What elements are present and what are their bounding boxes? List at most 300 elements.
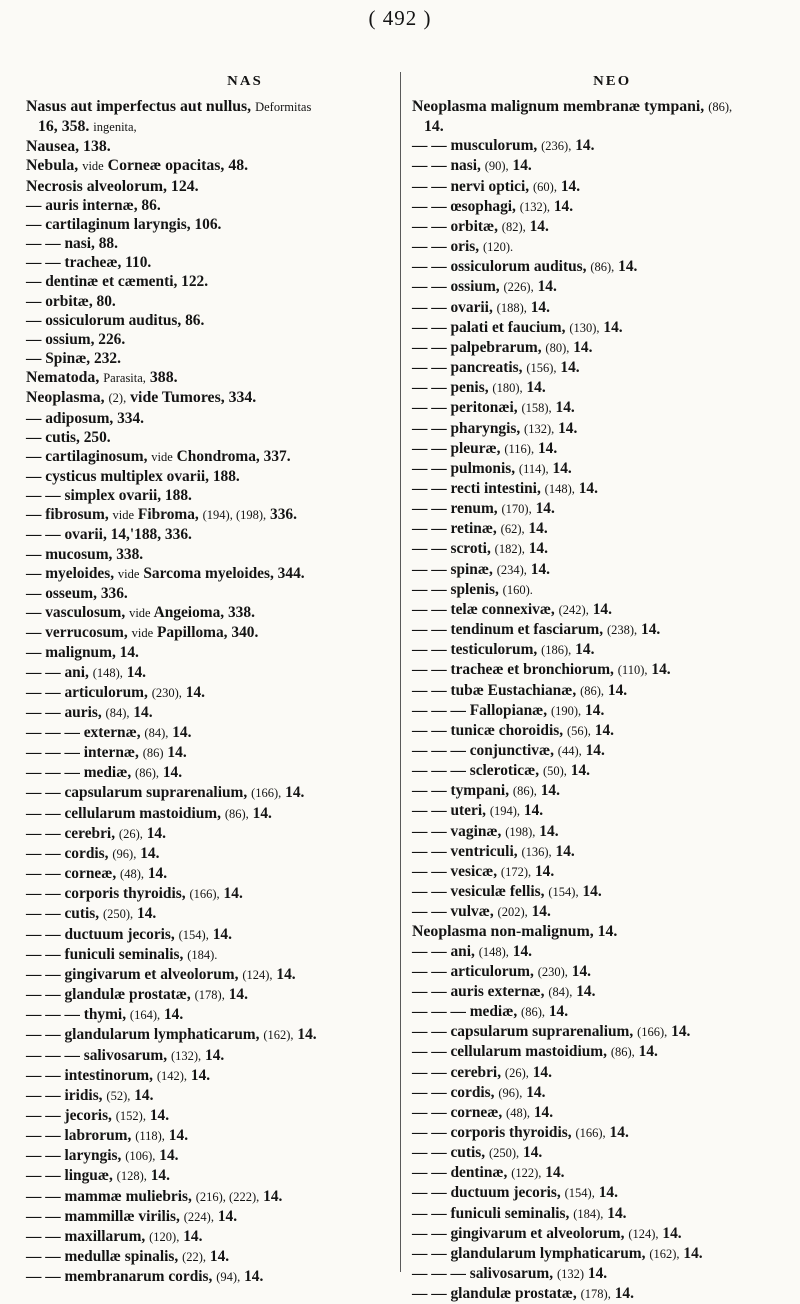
entry-reference: (62),	[500, 522, 525, 537]
index-entry	[412, 1264, 794, 1284]
entry-reference: (110),	[617, 663, 648, 678]
entry-reference: ingenita,	[93, 120, 137, 135]
entry-text: 14.	[585, 701, 605, 719]
entry-text: 14.	[641, 621, 661, 639]
index-entry	[26, 1227, 398, 1247]
entry-text: 14.	[555, 842, 575, 860]
index-entry	[412, 1063, 794, 1083]
index-entry	[412, 600, 794, 620]
index-entry	[26, 1025, 398, 1045]
entry-text: — Spinæ, 232.	[26, 350, 121, 368]
entry-text: 14.	[535, 500, 555, 518]
entry-text: 14.	[147, 865, 168, 883]
left-index-column	[26, 97, 398, 1287]
entry-text: — — corporis thyroidis,	[26, 885, 186, 903]
index-entry	[412, 1083, 794, 1103]
entry-text: — — nasi, 88.	[26, 235, 118, 253]
index-entry	[26, 864, 398, 884]
entry-text: 14.	[167, 744, 187, 762]
index-entry	[412, 378, 794, 398]
index-entry	[26, 1247, 398, 1267]
index-entry	[412, 862, 794, 882]
entry-text: — — iridis,	[26, 1086, 103, 1104]
left-running-header: NAS	[227, 74, 263, 89]
entry-text: 14.	[512, 942, 533, 960]
index-entry	[412, 902, 794, 922]
entry-text: — — ovarii, 14,'188, 336.	[26, 526, 192, 544]
entry-text: — — linguæ,	[26, 1167, 113, 1185]
index-entry	[412, 398, 794, 418]
entry-text: — — — internæ,	[26, 744, 139, 762]
entry-text: — — cordis,	[412, 1083, 495, 1101]
entry-text: — — cerebri,	[26, 824, 116, 842]
entry-text: Chondroma, 337.	[176, 447, 291, 465]
entry-text: 14.	[530, 560, 550, 578]
entry-text: 14.	[163, 1006, 184, 1024]
entry-reference: (48),	[120, 867, 144, 882]
index-entry	[26, 1066, 398, 1086]
entry-reference: (236),	[541, 139, 572, 154]
entry-text: 14.	[573, 338, 593, 356]
index-entry	[26, 253, 398, 272]
index-entry	[412, 1103, 794, 1123]
entry-text: 14.	[523, 1144, 543, 1162]
entry-reference: (44),	[557, 744, 582, 758]
entry-text: 14.	[662, 1224, 682, 1242]
index-entry	[412, 277, 794, 297]
entry-text: — — gingivarum et alveolorum,	[412, 1224, 625, 1242]
entry-text: — — glandulæ prostatæ,	[412, 1285, 577, 1303]
index-entry	[26, 643, 398, 662]
index-entry	[26, 409, 398, 428]
entry-reference: (166),	[251, 786, 282, 801]
entry-reference: (188),	[496, 300, 527, 315]
entry-reference: (128),	[116, 1169, 147, 1184]
entry-text: — — palati et faucium,	[412, 318, 566, 336]
entry-text: 14.	[159, 1147, 179, 1165]
entry-text: 14.	[531, 903, 551, 921]
entry-text: 388.	[149, 369, 178, 387]
index-entry	[26, 215, 398, 234]
entry-text: 14.	[609, 1123, 629, 1141]
entry-reference: (106),	[125, 1149, 156, 1164]
index-entry	[26, 783, 398, 803]
index-entry	[412, 1163, 794, 1183]
entry-reference: (198),	[505, 824, 536, 839]
entry-reference: (230),	[537, 964, 568, 979]
entry-text: — — — scleroticæ,	[412, 762, 540, 780]
entry-reference: (250),	[488, 1146, 520, 1161]
entry-text: — — dentinæ,	[412, 1164, 508, 1182]
entry-text: Fibroma,	[137, 506, 199, 524]
index-entry	[412, 1183, 794, 1203]
index-entry	[412, 842, 794, 862]
index-entry	[412, 1022, 794, 1042]
index-entry	[412, 479, 794, 499]
entry-text: — — — externæ,	[26, 724, 141, 741]
entry-text: Nasus aut imperfectus aut nullus,	[26, 98, 252, 115]
entry-reference: (82),	[501, 219, 526, 234]
index-entry	[26, 884, 398, 904]
index-entry	[26, 683, 398, 703]
entry-reference: (242),	[558, 602, 589, 617]
entry-text: — — funiculi seminalis,	[26, 945, 184, 963]
index-entry	[412, 1143, 794, 1163]
entry-text: 14.	[285, 784, 305, 802]
entry-text: — — tracheæ, 110.	[26, 254, 152, 272]
entry-text: — — oris,	[412, 238, 480, 256]
entry-reference: (178),	[194, 988, 225, 1003]
index-entry	[26, 925, 398, 945]
entry-reference: (120),	[149, 1229, 180, 1244]
entry-text: 14.	[528, 520, 548, 538]
page-number: ( 492 )	[368, 6, 432, 30]
index-entry	[412, 660, 794, 680]
entry-reference: (162),	[263, 1028, 294, 1043]
entry-text: 14.	[212, 925, 232, 943]
index-headword	[412, 922, 794, 941]
entry-text: 14.	[244, 1268, 264, 1286]
entry-text: — — capsularum suprarenalium,	[412, 1023, 634, 1041]
entry-text: — — pancreatis,	[412, 359, 523, 377]
entry-text: — — mammæ muliebris,	[26, 1187, 192, 1205]
entry-text: 14.	[137, 905, 157, 923]
entry-text: — osseum, 336.	[26, 584, 128, 602]
entry-text: — — ductuum jecoris,	[412, 1184, 561, 1202]
entry-text: 14.	[529, 217, 549, 235]
entry-reference: (84),	[105, 705, 130, 720]
entry-reference: (158),	[521, 401, 552, 416]
entry-reference: (154),	[178, 927, 209, 942]
entry-reference: (2),	[108, 391, 127, 406]
entry-text: 14.	[537, 439, 558, 457]
entry-reference: (120).	[482, 240, 514, 255]
entry-reference: (52),	[106, 1088, 131, 1103]
entry-reference: (164),	[129, 1008, 161, 1023]
entry-reference: (250),	[102, 907, 134, 922]
entry-reference: (86)	[142, 746, 164, 761]
entry-text: — — — thymi,	[26, 1006, 127, 1024]
entry-reference: (180),	[492, 381, 523, 396]
entry-text: 14.	[555, 399, 575, 417]
entry-text: — — articulorum,	[412, 962, 534, 980]
entry-text: Sarcoma myeloides, 344.	[143, 564, 305, 582]
entry-text: 14.	[140, 844, 160, 862]
entry-reference: (132),	[170, 1048, 202, 1063]
index-entry	[26, 1126, 398, 1146]
entry-text: — — ossium,	[412, 278, 500, 296]
index-entry	[412, 257, 794, 277]
entry-text: — — cutis,	[412, 1144, 486, 1162]
entry-reference: (124),	[628, 1226, 659, 1241]
entry-text: — — tracheæ et bronchiorum,	[412, 661, 614, 679]
index-entry	[412, 439, 794, 459]
entry-text: — — capsularum suprarenalium,	[26, 784, 248, 802]
entry-text: — — — salivosarum,	[412, 1265, 554, 1283]
entry-reference: Deformitas	[255, 100, 312, 114]
entry-text: — — pharyngis,	[412, 419, 521, 437]
index-entry	[26, 1046, 398, 1066]
index-entry	[412, 822, 794, 842]
entry-text: — mucosum, 338.	[26, 545, 144, 563]
index-entry	[412, 640, 794, 660]
entry-text: 14.	[671, 1023, 691, 1041]
entry-text: — — — mediæ,	[26, 764, 132, 782]
entry-text: — — — conjunctivæ,	[412, 742, 554, 759]
index-entry	[412, 1042, 794, 1062]
entry-text: 14.	[533, 1103, 554, 1121]
entry-text: — vasculosum,	[26, 604, 126, 622]
index-entry	[26, 1086, 398, 1106]
entry-text: — — uteri,	[412, 802, 486, 820]
entry-text: 14.	[575, 137, 595, 155]
entry-text: — — ovarii,	[412, 298, 493, 316]
entry-text: — — scroti,	[412, 540, 491, 558]
index-headword	[26, 117, 398, 137]
entry-text: — — cordis,	[26, 844, 109, 862]
entry-text: — — maxillarum,	[26, 1227, 146, 1245]
entry-reference: (86),	[708, 100, 733, 114]
entry-text: 14.	[560, 177, 581, 195]
index-entry	[412, 1284, 794, 1304]
entry-text: 14.	[587, 1265, 608, 1283]
entry-text: — — funiculi seminalis,	[412, 1204, 570, 1222]
entry-text: — cartilaginosum,	[26, 447, 148, 465]
index-entry	[412, 519, 794, 539]
entry-text: — — auris,	[26, 703, 102, 721]
entry-text: Neoplasma malignum membranæ tympani,	[412, 98, 705, 115]
entry-reference: (26),	[118, 826, 143, 841]
entry-text: — — musculorum,	[412, 137, 538, 155]
entry-text: 14.	[526, 1083, 546, 1101]
entry-text: — — — mediæ,	[412, 1003, 518, 1021]
entry-text: 14.	[526, 379, 546, 397]
entry-text: — — vesiculæ fellis,	[412, 883, 545, 901]
entry-reference: (86),	[224, 806, 249, 821]
index-entry	[412, 721, 794, 741]
entry-text: 14.	[598, 1184, 618, 1202]
entry-reference: (96),	[498, 1085, 523, 1100]
entry-text: — — tunicæ choroidis,	[412, 721, 564, 739]
right-index-column	[412, 97, 794, 1304]
entry-text: 14.	[126, 663, 147, 681]
entry-text: 14.	[575, 641, 595, 659]
entry-text: 14.	[297, 1026, 317, 1044]
entry-text: Corneæ opacitas, 48.	[107, 157, 249, 175]
entry-text: — — pleuræ,	[412, 439, 501, 457]
entry-text: — — ossiculorum auditus,	[412, 258, 587, 276]
index-entry	[412, 982, 794, 1002]
index-entry	[26, 603, 398, 623]
entry-reference: (26),	[504, 1065, 529, 1080]
index-entry	[412, 1123, 794, 1143]
entry-text: 14.	[558, 419, 578, 437]
entry-text: 16, 358.	[38, 118, 90, 136]
index-entry	[412, 1224, 794, 1244]
entry-reference: (84),	[548, 984, 573, 999]
entry-text: 14.	[576, 982, 596, 1000]
index-entry	[26, 196, 398, 215]
entry-reference: (90),	[484, 159, 509, 174]
entry-text: — myeloides,	[26, 564, 115, 582]
entry-text: — — ventriculi,	[412, 842, 518, 860]
index-entry	[26, 525, 398, 544]
entry-text: 14.	[614, 1285, 634, 1303]
entry-text: — — — salivosarum,	[26, 1046, 168, 1064]
entry-text: — — palpebrarum,	[412, 338, 542, 356]
entry-text: — — tympani,	[412, 782, 510, 800]
entry-reference: vide	[131, 626, 154, 641]
entry-reference: (216), (222),	[195, 1189, 260, 1204]
index-entry	[26, 663, 398, 683]
entry-reference: (234),	[496, 562, 527, 577]
entry-text: 14.	[162, 764, 183, 782]
entry-text: — malignum, 14.	[26, 644, 139, 662]
entry-text: 14.	[209, 1248, 230, 1266]
entry-text: 14.	[424, 118, 444, 136]
entry-reference: (230),	[151, 685, 182, 700]
index-entry	[412, 217, 794, 237]
index-entry	[412, 620, 794, 640]
entry-text: 14.	[532, 1063, 552, 1081]
entry-text: — — labrorum,	[26, 1127, 132, 1145]
index-entry	[26, 623, 398, 643]
entry-text: — — vulvæ,	[412, 903, 494, 921]
entry-text: — — splenis,	[412, 580, 499, 598]
entry-text: Nematoda,	[26, 369, 100, 387]
entry-reference: (130),	[569, 320, 600, 335]
entry-reference: (132)	[556, 1267, 585, 1282]
entry-reference: (166),	[637, 1025, 668, 1040]
entry-text: 14.	[134, 1086, 154, 1104]
entry-text: — — retinæ,	[412, 520, 497, 538]
entry-reference: (148),	[478, 944, 509, 959]
entry-text: — — glandulæ prostatæ,	[26, 986, 191, 1004]
entry-reference: (86),	[135, 766, 159, 781]
index-entry	[26, 945, 398, 965]
index-headword	[412, 97, 794, 117]
entry-text: — ossiculorum auditus, 86.	[26, 311, 205, 329]
index-entry	[26, 505, 398, 525]
index-entry	[26, 467, 398, 486]
entry-text: — — cutis,	[26, 905, 100, 923]
entry-text: 14.	[548, 1003, 569, 1021]
entry-reference: (48),	[506, 1105, 530, 1120]
index-entry	[412, 177, 794, 197]
entry-reference: (184),	[573, 1206, 604, 1221]
entry-text: — — ani,	[26, 663, 89, 681]
entry-reference: (170),	[501, 502, 532, 517]
entry-reference: (118),	[135, 1129, 165, 1144]
entry-text: — cutis, 250.	[26, 428, 111, 446]
entry-text: 14.	[553, 197, 574, 215]
index-entry	[412, 741, 794, 761]
entry-text: 14.	[638, 1043, 658, 1061]
entry-reference: (190),	[550, 703, 582, 718]
entry-reference: (202),	[497, 905, 528, 920]
index-entry	[26, 824, 398, 844]
index-entry	[412, 136, 794, 156]
entry-reference: (142),	[156, 1068, 188, 1083]
entry-text: — — penis,	[412, 379, 489, 397]
entry-reference: (172),	[500, 864, 532, 879]
entry-text: Nebula,	[26, 157, 79, 175]
entry-text: 14.	[252, 804, 272, 822]
entry-text: 14.	[276, 965, 296, 983]
entry-reference: (226),	[503, 280, 534, 295]
entry-text: — — cerebri,	[412, 1063, 502, 1081]
index-entry	[412, 419, 794, 439]
entry-text: — — ani,	[412, 942, 475, 960]
index-entry	[412, 580, 794, 600]
entry-text: 14.	[150, 1167, 170, 1185]
entry-reference: (152),	[115, 1108, 146, 1123]
entry-text: 14.	[570, 762, 591, 780]
index-entry	[412, 681, 794, 701]
entry-reference: (84),	[144, 726, 169, 740]
index-entry	[26, 428, 398, 447]
index-entry	[26, 1146, 398, 1166]
index-entry	[412, 1204, 794, 1224]
entry-reference: (56),	[566, 723, 591, 738]
entry-text: Papilloma, 340.	[156, 624, 259, 642]
entry-reference: (224),	[183, 1209, 214, 1224]
index-entry	[412, 801, 794, 821]
entry-text: — — simplex ovarii, 188.	[26, 487, 192, 505]
index-entry	[26, 486, 398, 505]
index-entry	[26, 703, 398, 723]
entry-text: — — recti intestini,	[412, 479, 541, 497]
entry-text: — — intestinorum,	[26, 1066, 153, 1084]
entry-text: — auris internæ, 86.	[26, 196, 161, 214]
index-entry	[26, 584, 398, 603]
index-entry	[412, 459, 794, 479]
entry-text: — — pulmonis,	[412, 459, 516, 477]
entry-text: 14.	[149, 1106, 170, 1124]
entry-text: — — gingivarum et alveolorum,	[26, 965, 239, 983]
entry-text: — ossium, 226.	[26, 330, 126, 348]
entry-reference: (148),	[544, 481, 575, 496]
entry-text: Neoplasma non-malignum, 14.	[412, 923, 618, 941]
entry-reference: (50),	[542, 764, 567, 779]
entry-reference: (186),	[541, 643, 572, 658]
entry-text: — — renum,	[412, 500, 498, 518]
entry-text: 14.	[540, 782, 560, 800]
entry-text: — fibrosum,	[26, 506, 109, 524]
entry-reference: (178),	[580, 1287, 611, 1302]
entry-text: 14.	[228, 986, 248, 1004]
entry-text: — — orbitæ,	[412, 217, 498, 235]
index-entry	[412, 1002, 794, 1022]
entry-text: 14.	[190, 1066, 211, 1084]
entry-text: Nausea, 138.	[26, 138, 111, 156]
entry-reference: (124),	[242, 967, 273, 982]
entry-text: 14.	[185, 683, 205, 701]
entry-text: 14.	[133, 703, 153, 721]
entry-text: — — nervi optici,	[412, 177, 530, 195]
entry-text: 14.	[552, 459, 572, 477]
index-entry	[26, 545, 398, 564]
index-entry	[412, 318, 794, 338]
index-entry	[26, 804, 398, 824]
entry-text: — — peritonæi,	[412, 399, 518, 417]
entry-text: — — spinæ,	[412, 560, 493, 578]
index-entry	[412, 882, 794, 902]
entry-text: — — vaginæ,	[412, 822, 502, 840]
entry-text: 14.	[585, 742, 605, 759]
right-running-header: NEO	[593, 74, 632, 89]
entry-text: — adiposum, 334.	[26, 409, 145, 427]
